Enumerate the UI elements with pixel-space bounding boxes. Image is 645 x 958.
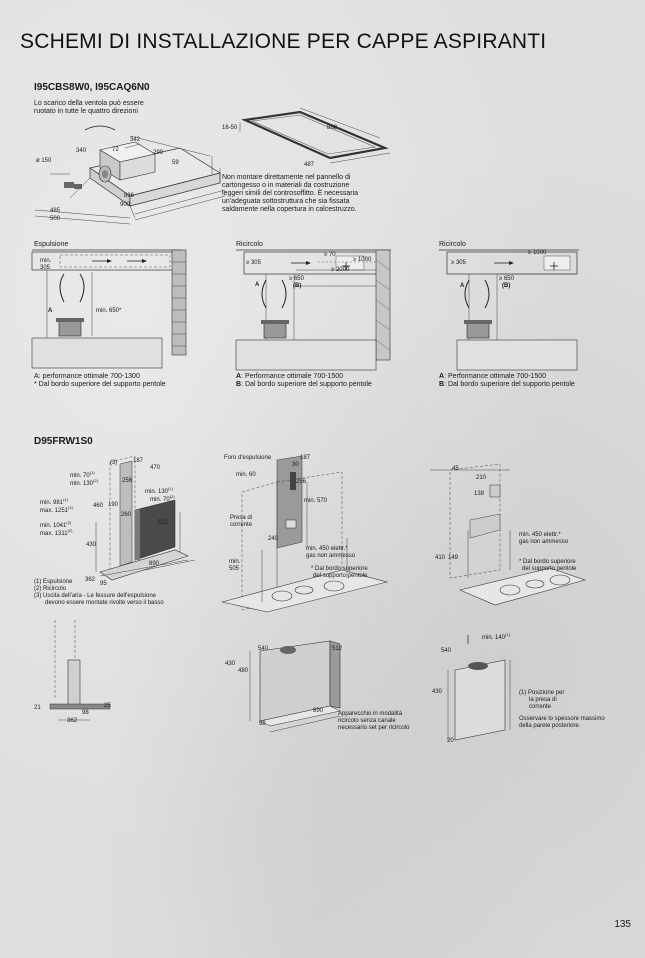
recirc-note-line2: ricircolo senza canale xyxy=(338,718,396,724)
diag2-label-a: A xyxy=(255,282,260,288)
frame-note-line1: Non montare direttamente nel pannello di xyxy=(222,174,351,181)
side-dim-max1311-text: max. 1311 xyxy=(40,531,68,537)
profile-view-drawing xyxy=(30,620,100,730)
rotate-note-line2: ruotato in tutte le quattro direzioni xyxy=(34,108,138,115)
diag1-note1: A: performance ottimale 700-1300 xyxy=(34,373,140,380)
diag1-note2: * Dal bordo superiore del supporto pentole xyxy=(34,381,166,388)
page-number: 135 xyxy=(614,919,631,930)
diag3-note1-text: : Performance ottimale 700-1500 xyxy=(444,373,547,380)
diag2-note2-key: B xyxy=(236,381,242,388)
recirc-dim-480: 480 xyxy=(238,668,249,674)
dim-500: 500 xyxy=(50,216,61,222)
diag1-dim-min: min. xyxy=(40,258,52,264)
diag3-note2-key: B xyxy=(439,381,445,388)
dim-72: 72 xyxy=(112,147,119,153)
recirc-dim-98: 98 xyxy=(259,721,266,727)
wall-dim-450: min. 450 elettr.* xyxy=(306,546,348,552)
recirc-dim-540: 540 xyxy=(258,646,269,652)
wall-dim-min60: min. 60 xyxy=(236,472,256,478)
side-dim-min130 xyxy=(70,477,98,488)
dim-299: 299 xyxy=(153,150,164,156)
wall-dim-240: 240 xyxy=(268,536,279,542)
mounting-frame-drawing xyxy=(240,108,390,168)
diag3-label: Ricircolo xyxy=(439,241,466,248)
frame-dim-16-50: 16-50 xyxy=(222,125,238,131)
diag2-label: Ricircolo xyxy=(236,241,263,248)
diag3-note2 xyxy=(439,381,575,389)
wall-dim-min570: min. 570 xyxy=(304,498,328,504)
dim-diameter-150: ø 150 xyxy=(36,158,52,164)
outlet-note-line4: Osservare lo spessore massimo xyxy=(519,716,605,722)
side-dim-470: 470 xyxy=(150,465,161,471)
diag2-dim-650: ≥ 650 xyxy=(289,276,304,282)
profile-dim-25: 25 xyxy=(104,703,111,709)
diag2-dim-305: ≥ 305 xyxy=(246,260,261,266)
wall-dim-min: min. xyxy=(229,559,241,565)
diag3-note2-text: : Dal bordo superiore del supporto pentole xyxy=(444,381,575,388)
diag2-ricircolo-drawing xyxy=(236,250,396,370)
side2-gas-note: gas non ammesso xyxy=(519,539,569,545)
side-dim-min130-text: min. 130 xyxy=(70,481,94,487)
outlet-dim-min140-text: min. 140 xyxy=(482,635,506,641)
dim-886: 886 xyxy=(124,193,135,199)
side-dim-512: 512 xyxy=(158,520,169,526)
outlet-dim-430: 430 xyxy=(432,689,443,695)
diag1-label-a: A xyxy=(48,308,53,314)
rotate-note-line1: Lo scarico della ventola può essere xyxy=(34,100,144,107)
outlet-dim-540: 540 xyxy=(441,648,452,654)
wall-gas-note: gas non ammesso xyxy=(306,553,356,559)
side-dim-190: 190 xyxy=(108,502,119,508)
footnote-3-cont: devono essere montate rivolte verso il basso xyxy=(45,600,164,606)
side-dim-362: 362 xyxy=(85,577,96,583)
diag2-dim-2000: ≥ 2000 xyxy=(331,267,350,273)
diag1-label: Espulsione xyxy=(34,241,69,248)
side2-dim-450: min. 450 elettr.* xyxy=(519,532,561,538)
side-dim-max1251: max. 1251$^{(1)}$ xyxy=(40,505,73,514)
diag3-dim-b: (B) xyxy=(502,283,511,289)
side-dim-min1041: min. 1041$^{(2)}$ xyxy=(40,520,72,529)
footnote-1: (1) Espulsione xyxy=(34,579,73,585)
diag3-dim-650: ≥ 650 xyxy=(499,276,514,282)
dim-340: 340 xyxy=(76,148,87,154)
wall-note-line1: * Dal bordo superiore xyxy=(311,566,368,572)
outlet-note-line2: la presa di xyxy=(529,697,557,703)
wall-dim-187: 187 xyxy=(300,455,311,461)
side-dim-min70-sup: (1) xyxy=(89,470,95,475)
diag2-note1-text: : Performance ottimale 700-1500 xyxy=(241,373,344,380)
diag3-label-a: A xyxy=(460,283,465,289)
side-dim-min130b-text: min. 130 xyxy=(145,489,169,495)
diag2-note2 xyxy=(236,381,372,389)
side-dim-890: 890 xyxy=(149,561,160,567)
frame-note-line5: saldamente nella copertura in calcestruzzo. xyxy=(222,206,357,213)
frame-note-line3: leggeri simili del controsoffitto. È necessaria xyxy=(222,190,359,197)
wall-presa-line1: Presa di xyxy=(230,515,253,521)
diag3-dim-1000: ≥ 1000 xyxy=(528,250,547,256)
frame-dim-888: 888 xyxy=(327,125,338,131)
side-dim-3: (3) xyxy=(110,460,118,466)
outlet-dim-min140: min. 140$^{(1)}$ xyxy=(482,632,510,641)
recirc-dim-430: 430 xyxy=(225,661,236,667)
side2-dim-138: 138 xyxy=(474,491,485,497)
diag2-dim-b: (B) xyxy=(293,283,302,289)
diag2-note2-text: : Dal bordo superiore del supporto pentole xyxy=(241,381,372,388)
recirc-dim-512: 512 xyxy=(332,646,343,652)
side-dim-min1041-text: min. 1041 xyxy=(40,523,67,529)
side2-dim-149: 149 xyxy=(448,555,459,561)
wall-dim-foro: Foro d'espulsione xyxy=(224,455,272,461)
side2-note-line2: del supporto pentole xyxy=(522,566,577,572)
diag1-dim-305: 305 xyxy=(40,265,51,271)
section2-model-heading: D95FRW1S0 xyxy=(34,436,93,447)
wall-dim-505: 505 xyxy=(229,566,240,572)
recirc-dim-890: 890 xyxy=(313,708,324,714)
side2-note-line1: * Dal bordo superiore xyxy=(519,559,576,565)
section1-model-heading: I95CBS8W0, I95CAQ6N0 xyxy=(34,82,150,93)
side-dim-256: 256 xyxy=(122,478,133,484)
diag2-dim-1000: ≥ 1000 xyxy=(353,257,372,263)
wall-note-line2: del supporto pentole xyxy=(313,573,368,579)
side-dim-min130b: min. 130$^{(1)}$ xyxy=(145,486,173,495)
footnote-3: (3) Uscita dell'aria - Le fessure dell'espulsione xyxy=(34,593,157,599)
diag3-dim-305: ≥ 305 xyxy=(451,260,466,266)
recirc-note-line3: necessario set per ricircolo xyxy=(338,725,410,731)
diag3-note1-key: A xyxy=(439,373,445,380)
diag3-ricircolo-drawing xyxy=(439,250,589,370)
outlet-dim-20: 20 xyxy=(447,738,454,744)
diag2-dim-70: ≥ 70 xyxy=(324,252,336,258)
diag2-note1-key: A xyxy=(236,373,242,380)
profile-dim-362: 362 xyxy=(67,718,78,724)
side2-dim-410: 410 xyxy=(435,555,446,561)
side-dim-min981-text: min. 981 xyxy=(40,500,64,506)
cabinet-side-drawing xyxy=(430,460,590,610)
side-dim-260: 260 xyxy=(121,512,132,518)
side-dim-187: 187 xyxy=(133,458,144,464)
side-dim-min130-sup: (2) xyxy=(93,478,98,483)
page-title: SCHEMI DI INSTALLAZIONE PER CAPPE ASPIRANTI xyxy=(20,30,547,53)
side2-dim-210: 210 xyxy=(476,475,487,481)
outlet-note-line5: della parete posteriore. xyxy=(519,723,581,729)
dim-59: 59 xyxy=(172,160,179,166)
diag2-note1 xyxy=(236,373,343,381)
footnote-2: (2) Ricircolo xyxy=(34,586,67,592)
side-dim-max1311: max. 1311$^{(2)}$ xyxy=(40,528,73,537)
wall-presa-line2: corrente xyxy=(230,522,253,528)
profile-dim-21: 21 xyxy=(34,705,41,711)
side-dim-430: 430 xyxy=(86,542,97,548)
side-dim-460: 460 xyxy=(93,503,104,509)
side-dim-min70b: min. 70$^{(2)}$ xyxy=(150,494,175,503)
side-dim-95: 95 xyxy=(100,581,107,587)
frame-note-line2: cartongesso o in materiali da costruzione xyxy=(222,182,350,189)
side2-dim-45: 45 xyxy=(452,466,459,472)
dim-342: 342 xyxy=(130,137,141,143)
recirc-note-line1: Apparecchio in modalità xyxy=(338,711,403,717)
diag1-dim-min-650: min. 650* xyxy=(96,308,122,314)
side-dim-min70b-text: min. 70 xyxy=(150,497,170,503)
side-dim-max1251-text: max. 1251 xyxy=(40,508,69,514)
wall-dim-30: 30 xyxy=(292,462,299,468)
frame-note-line4: un'adeguata sottostruttura che sia fissata xyxy=(222,198,350,205)
dim-900: 900 xyxy=(120,202,131,208)
frame-dim-487: 487 xyxy=(304,162,315,168)
outlet-note-line3: corrente xyxy=(529,704,552,710)
side-dim-min981: min. 981$^{(1)}$ xyxy=(40,497,68,506)
dim-485: 485 xyxy=(50,208,61,214)
diag3-note1 xyxy=(439,373,546,381)
outlet-note-line1: (1) Posizione per xyxy=(519,690,565,696)
profile-dim-98: 98 xyxy=(82,710,89,716)
wall-dim-256: 256 xyxy=(296,479,307,485)
side-dim-min70-text: min. 70 xyxy=(70,473,90,479)
